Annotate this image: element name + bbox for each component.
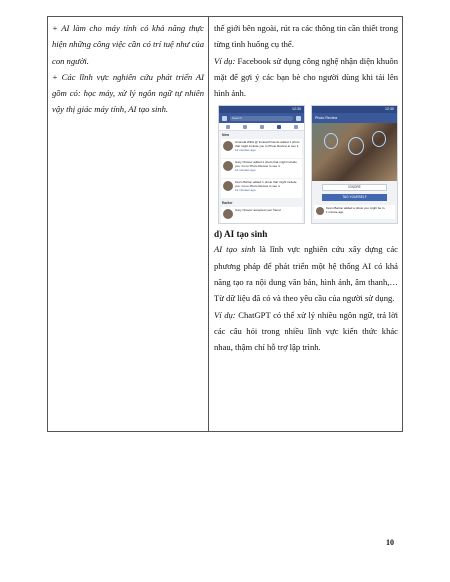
- notification-time: 12 minutes ago: [235, 188, 256, 193]
- generative-ai-term: AI tạo sinh: [214, 244, 256, 255]
- avatar: [223, 181, 233, 191]
- notification-text: Gary Chavez accepted your friend: [235, 208, 281, 213]
- facebook-screenshots: [218, 105, 398, 224]
- avatar: [223, 209, 233, 219]
- example-1-text: Facebook sử dụng công nghệ nhận diện khuôn mặt để gợi ý các bạn bè cho người dùng khi tải lên hình ảnh.: [214, 55, 398, 99]
- example-2-label: Ví dụ:: [214, 309, 236, 320]
- notification-item: [221, 179, 302, 198]
- face-box: [324, 133, 338, 149]
- friends-icon: [243, 125, 247, 129]
- right-column: [209, 17, 402, 431]
- section-earlier: Earlier: [222, 201, 233, 206]
- left-paragraph-1: + AI làm cho máy tính có khả năng thực hiện những công việc cần có trí tuệ như của con người.: [52, 23, 204, 66]
- camera-icon: [222, 116, 227, 121]
- generative-ai-text: là lĩnh vực nghiên cứu xây dựng các phương pháp để phát triển một hệ thống AI có khả năng tạo ra nội dung văn bản, hình ảnh, âm thanh,… Từ dữ liệu đã có và theo yêu cầu của người sử dụng.: [214, 244, 398, 304]
- notification-time: 12 minutes ago: [235, 168, 256, 173]
- avatar: [223, 141, 233, 151]
- status-time: 12:30: [385, 107, 394, 112]
- photo-note: [314, 205, 395, 219]
- example-2-paragraph: [214, 307, 398, 356]
- example-2-text: ChatGPT có thể xử lý nhiều ngôn ngữ, trả lời các câu hỏi trong nhiều lĩnh vực kiến thức khác nhau, thậm chí hỗ trợ lập trình.: [214, 309, 398, 353]
- tab-bar: [219, 123, 304, 131]
- status-time: 12:30: [292, 107, 301, 112]
- section-heading-d: d) AI tạo sinh: [214, 229, 268, 240]
- status-bar: [312, 106, 397, 113]
- search-box: Search: [230, 116, 293, 121]
- photo-review-title: Photo Review: [312, 113, 397, 123]
- note-text: Kevin Barton added a photo you might be in.: [326, 206, 386, 211]
- menu-icon: [294, 125, 298, 129]
- tag-yourself-button: TAG YOURSELF: [322, 194, 387, 201]
- group-photo: [312, 123, 397, 181]
- example-1-paragraph: [214, 53, 398, 102]
- left-paragraph-2: + Các lĩnh vực nghiên cứu phát triển AI gồm có: học máy, xử lý ngôn ngữ tự nhiên vậy thị giác máy tính, AI tạo sinh.: [52, 71, 204, 115]
- phone-notifications-screenshot: [218, 105, 305, 224]
- left-column: [48, 17, 209, 431]
- note-time: 1 minute ago: [326, 210, 344, 215]
- ignore-button: IGNORE: [322, 184, 387, 191]
- intro-paragraph: thế giới bên ngoài, rút ra các thông tin cần thiết trong từng tình huống cụ thể.: [214, 23, 398, 50]
- notification-item: [221, 139, 302, 158]
- generative-ai-paragraph: [214, 241, 398, 306]
- app-bar: [219, 113, 304, 123]
- avatar: [316, 207, 324, 215]
- face-box: [372, 131, 386, 147]
- notifications-icon: [277, 125, 281, 129]
- notification-item: [221, 207, 302, 224]
- avatar: [223, 161, 233, 171]
- phone-photo-review-screenshot: [311, 105, 398, 224]
- video-icon: [260, 125, 264, 129]
- example-1-label: Ví dụ:: [214, 55, 236, 66]
- section-new: New: [222, 133, 229, 138]
- face-box: [348, 137, 364, 155]
- messenger-icon: [296, 116, 301, 121]
- notification-text: Amanda Willis @ Instead Friends added 1 photo that might include you to Photo Review to see it.: [235, 140, 300, 149]
- notification-text: Gary Chavez added 1 photo that might include you. Go to Photo Review to see it.: [235, 160, 297, 169]
- status-bar: [219, 106, 304, 113]
- content-table: [47, 16, 403, 432]
- notification-text: Kevin Barton added 1 photo that might include you. Go to Photo Review to see it.: [235, 180, 297, 189]
- notification-time: 12 minutes ago: [235, 148, 256, 153]
- news-feed-icon: [226, 125, 230, 129]
- page-number: 10: [386, 538, 394, 547]
- notification-item: [221, 159, 302, 178]
